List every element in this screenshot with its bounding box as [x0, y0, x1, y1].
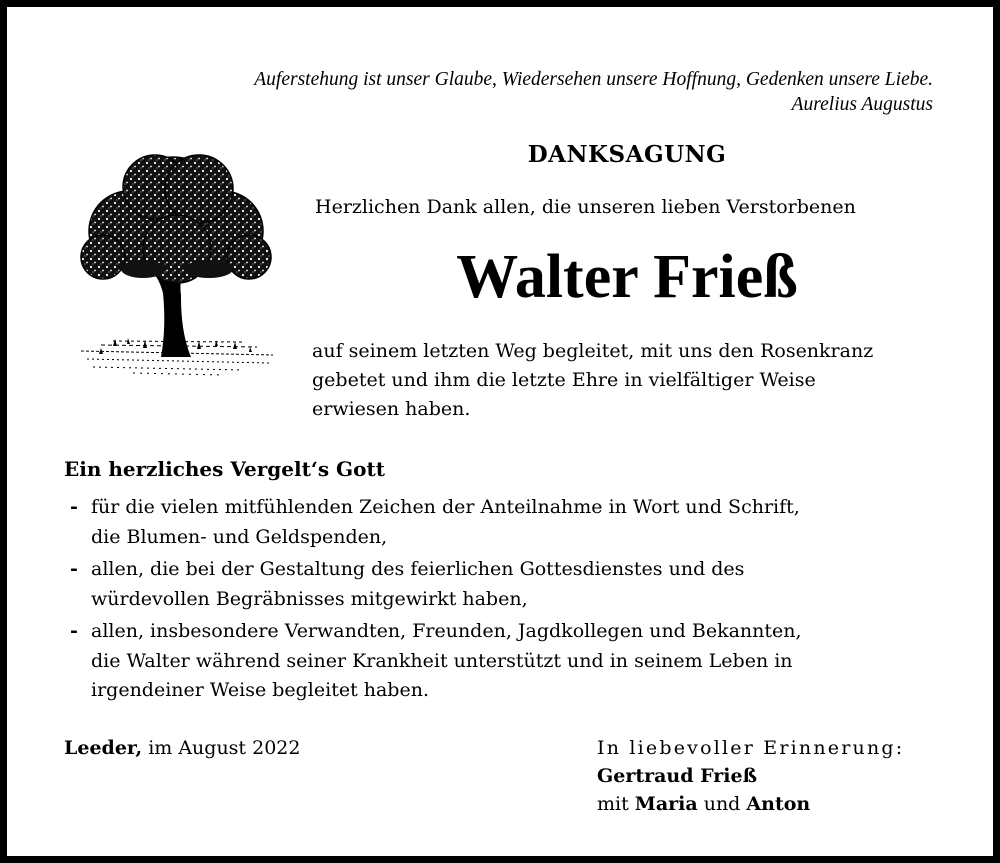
quote-block — [254, 67, 933, 117]
tree-icon — [73, 145, 279, 377]
quote-text: Auferstehung ist unser Glaube, Wiedersehen unsere Hoffnung, Gedenken unsere Liebe. — [254, 69, 933, 90]
after-line: erwiesen haben. — [312, 398, 471, 420]
after-line: auf seinem letzten Weg begleitet, mit uns den Rosenkranz — [312, 340, 874, 362]
after-text — [312, 337, 873, 424]
signature-and: und — [697, 793, 747, 815]
signature-child-1: Maria — [634, 793, 698, 815]
list-item-line: würdevollen Begräbnisses mitgewirkt haben, — [91, 587, 528, 610]
list-item — [64, 555, 964, 614]
signature-name: Gertraud Frieß — [597, 765, 758, 787]
deceased-name: Walter Frieß — [456, 243, 798, 311]
place-city: Leeder, — [64, 737, 143, 759]
list-item-line: die Blumen- und Geldspenden, — [91, 525, 388, 548]
subheading: Ein herzliches Vergelt‘s Gott — [64, 457, 385, 481]
list-item-line: allen, die bei der Gestaltung des feierlichen Gottesdienstes und des — [91, 558, 745, 580]
signature-greeting: In liebevoller Erinnerung: — [597, 737, 905, 759]
quote-author: Aurelius Augustus — [791, 94, 933, 115]
list-item-line: irgendeiner Weise begleitet haben. — [91, 679, 429, 701]
signature-child-2: Anton — [746, 793, 811, 815]
after-line: gebetet und ihm die letzte Ehre in vielfältiger Weise — [312, 369, 816, 391]
dash-marker: - — [70, 558, 78, 580]
signature-with: mit — [597, 793, 635, 815]
dash-marker: - — [70, 496, 78, 518]
list-item-line: die Walter während seiner Krankheit unterstützt und in seinem Leben in — [91, 649, 793, 672]
place-date — [64, 734, 300, 762]
signature-family — [597, 790, 904, 818]
intro-text: Herzlichen Dank allen, die unseren lieben Verstorbenen — [315, 196, 856, 218]
list-item — [64, 617, 964, 706]
heading: DANKSAGUNG — [527, 141, 727, 168]
list-item-line: für die vielen mitfühlenden Zeichen der Anteilnahme in Wort und Schrift, — [91, 496, 800, 518]
thanks-list — [64, 493, 964, 709]
dash-marker: - — [70, 620, 78, 642]
list-item-line: allen, insbesondere Verwandten, Freunden, Jagdkollegen und Bekannten, — [91, 620, 802, 642]
signature-block — [597, 734, 904, 818]
list-item — [64, 493, 964, 552]
place-date-text: im August 2022 — [142, 737, 301, 759]
